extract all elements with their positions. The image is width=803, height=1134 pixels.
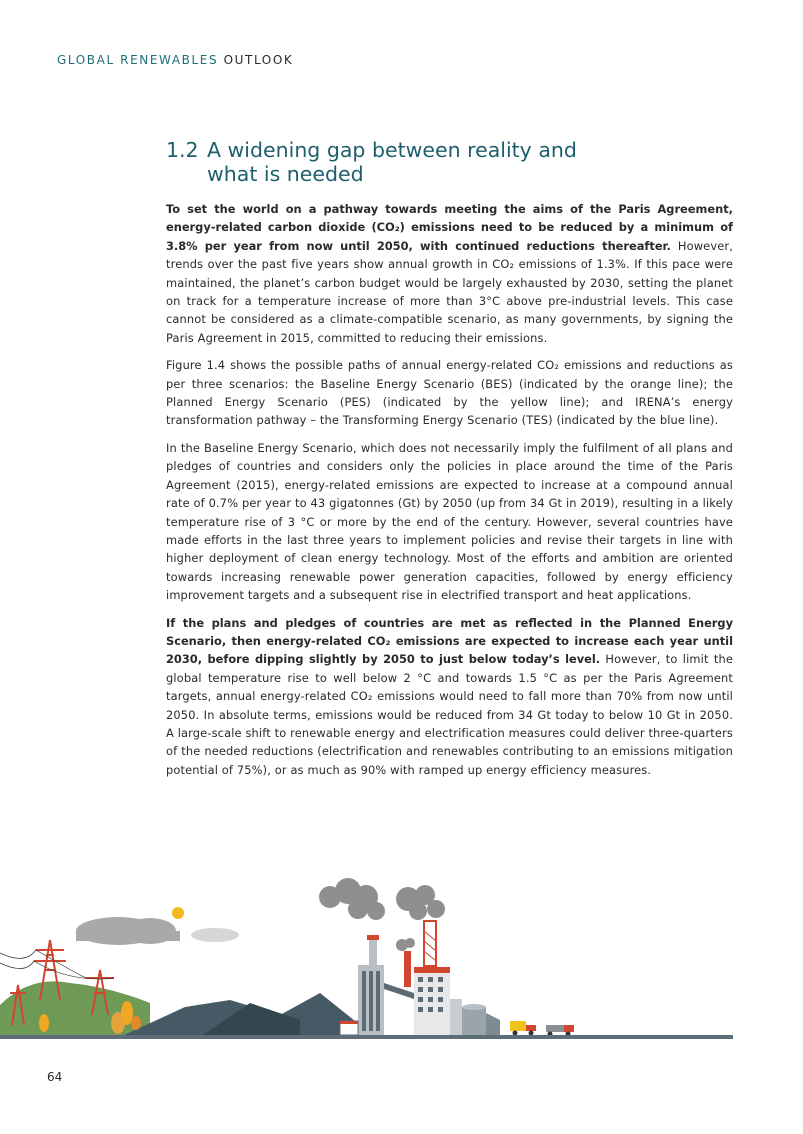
paragraph-1-lead: To set the world on a pathway towards meeting the aims of the Paris Agreement, energy-related carbon dioxide (CO₂) emissions need to be reduced by a minimum of 3.8% per year from now until 2050, with continued reductions thereafter. [166, 202, 733, 253]
paragraph-3: In the Baseline Energy Scenario, which does not necessarily imply the fulfilment of all plans and pledges of countries and considers only the policies in place around the time of the Paris Agreement (2015), energy-related emissions are expected to increase at a compound annual rate of 0.7% per year to 43 gigatonnes (Gt) by 2050 (up from 34 Gt in 2019), resulting in a likely temperature rise of 3 °C or more by the end of the century. However, several countries have made efforts in the last three years to implement policies and revise their targets in line with higher deployment of clean energy technology. Most of the efforts and ambition are oriented towards increasing renewable power generation capacities, followed by energy efficiency improvement targets and a subsequent rise in electrified transport and heat applications. [166, 440, 733, 603]
power-lines [0, 950, 114, 979]
paragraph-1-rest: However, trends over the past five years show annual growth in CO₂ emissions of 1.3%. If this pace were maintained, the planet’s carbon budget would be largely exhausted by 2030, setting the planet on track for a temperature increase of more than 3°C above pre-industrial levels. This case cannot be considered as a climate-compatible scenario, as many governments, by signing the Paris Agreement in 2015, committed to reducing their emissions. [166, 238, 733, 345]
page-number: 64 [47, 1070, 63, 1084]
paragraph-4 [166, 614, 733, 780]
paragraph-1 [166, 200, 733, 347]
body-text [166, 200, 733, 788]
industry-illustration [0, 875, 803, 1050]
section-title-line2: what is needed [207, 162, 364, 186]
cloud-small-icon [191, 928, 239, 942]
paragraph-4-lead: If the plans and pledges of countries are met as reflected in the Planned Energy Scenario, then energy-related CO₂ emissions are expected to increase each year until 2030, before dipping slightly by 2050 to just below today’s level. [166, 615, 733, 667]
section-number: 1.2 [166, 138, 199, 162]
header-left: GLOBAL RENEWABLES [57, 53, 219, 67]
road [0, 1035, 733, 1039]
running-header [57, 53, 293, 67]
sun-icon [172, 907, 184, 919]
cloud-icon [76, 917, 180, 945]
section-title [166, 138, 626, 186]
paragraph-4-rest: However, to limit the global temperature rise to well below 2 °C and towards 1.5 °C as per the Paris Agreement targets, annual energy-related CO₂ emissions would need to fall more than 70% from now until 2050. In absolute terms, emissions would be reduced from 34 Gt today to below 10 Gt in 2050. A large-scale shift to renewable energy and electrification measures could deliver three-quarters of the needed reductions (electrification and renewables contributing to an emissions mitigation potential of 75%), or as much as 90% with ramped up energy efficiency measures. [166, 652, 734, 777]
truck-icon [510, 1021, 574, 1037]
section-title-line1: A widening gap between reality and [207, 138, 577, 162]
header-right: OUTLOOK [223, 53, 294, 67]
paragraph-2: Figure 1.4 shows the possible paths of annual energy-related CO₂ emissions and reductions as per three scenarios: the Baseline Energy Scenario (BES) (indicated by the orange line); the Planned Energy Scenario (PES) (indicated by the yellow line); and IRENA’s energy transformation pathway – the Transforming Energy Scenario (TES) (indicated by the blue line). [166, 358, 733, 428]
factory-icon [340, 921, 486, 1035]
